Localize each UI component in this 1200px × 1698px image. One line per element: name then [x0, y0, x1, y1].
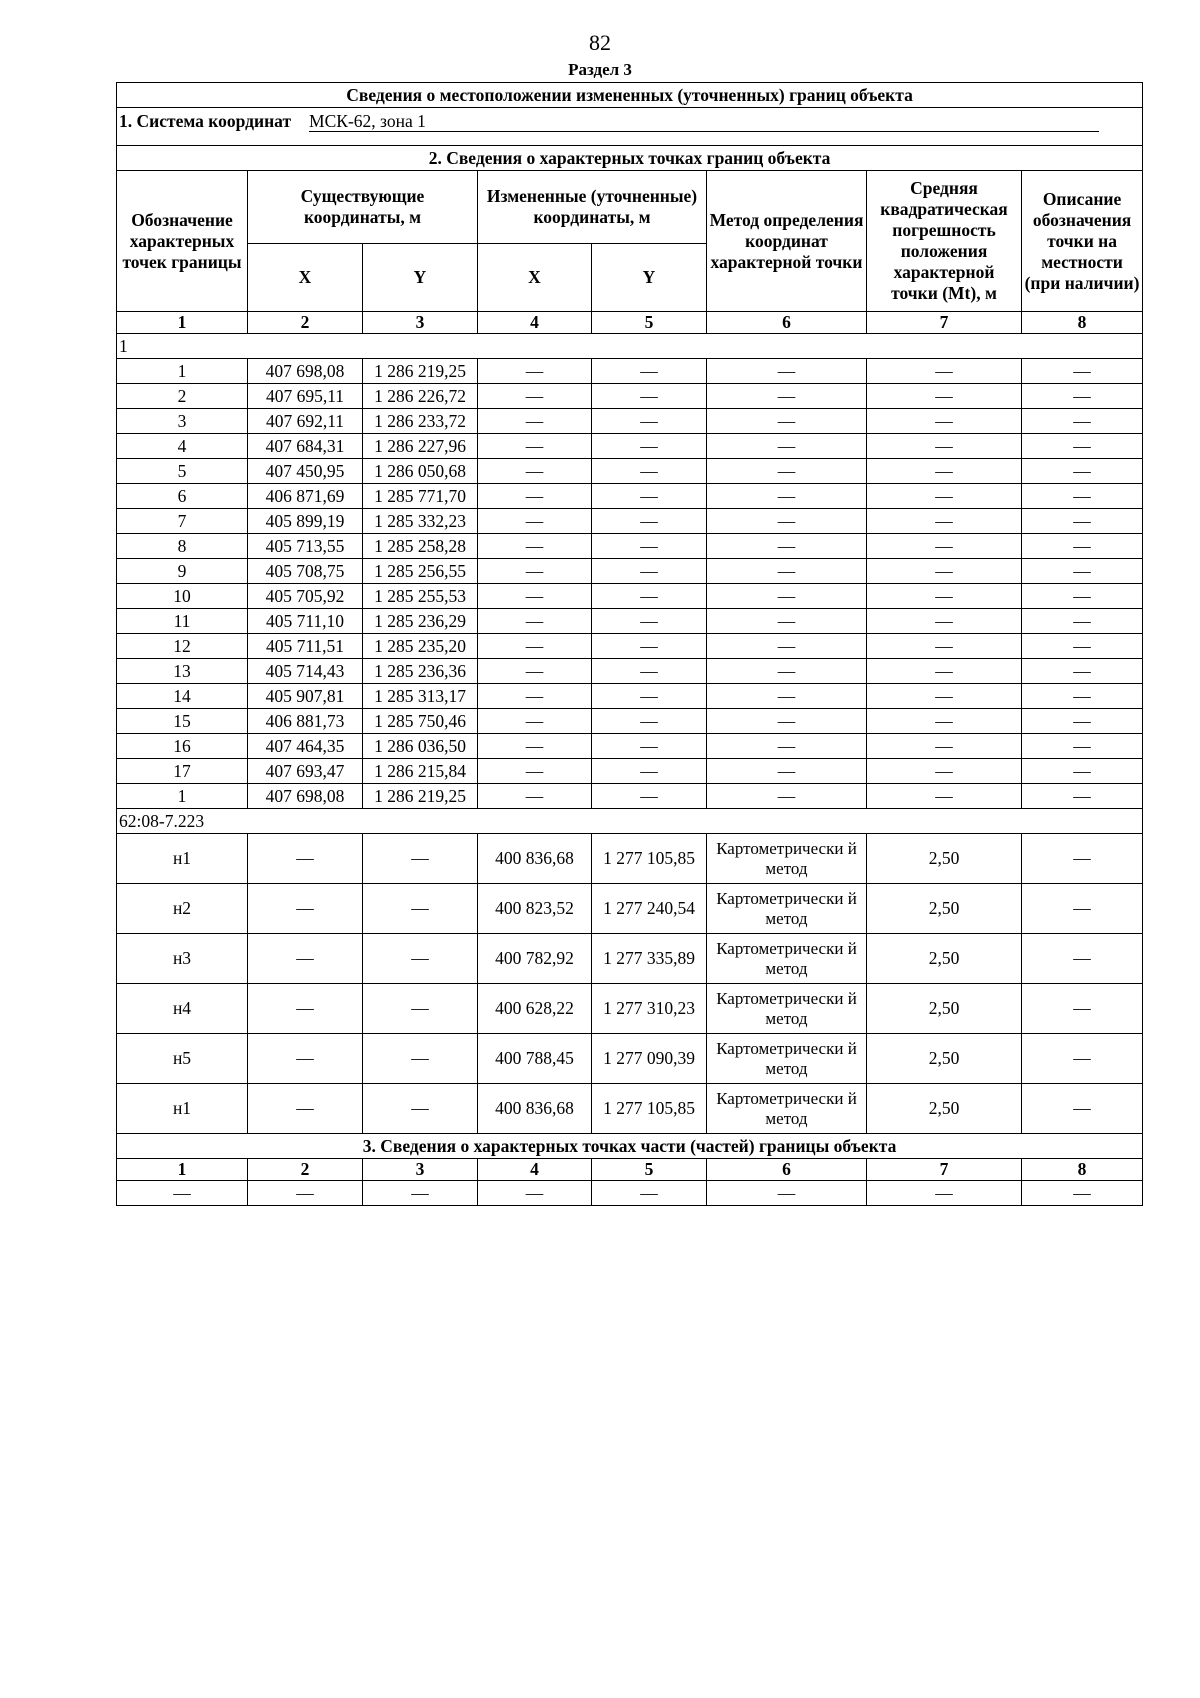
table-cell: —: [592, 609, 707, 634]
table-cell: —: [592, 459, 707, 484]
column-number: 5: [592, 1159, 707, 1181]
table-cell: 1 286 233,72: [363, 409, 478, 434]
table-cell: 405 907,81: [248, 684, 363, 709]
table-cell: —: [867, 509, 1022, 534]
table-cell: —: [1022, 659, 1143, 684]
column-number: 8: [1022, 1159, 1143, 1181]
table-cell: —: [478, 409, 592, 434]
coord-system-row: [117, 108, 1143, 146]
table-cell: 407 464,35: [248, 734, 363, 759]
table-cell: —: [1022, 509, 1143, 534]
table-cell: н2: [117, 884, 248, 934]
table-row: [117, 434, 1143, 459]
table-row: [117, 834, 1143, 884]
table-row: [117, 409, 1143, 434]
table-cell: —: [478, 534, 592, 559]
table-cell: —: [478, 784, 592, 809]
table-cell: 400 836,68: [478, 1084, 592, 1134]
header-changed-x: X: [478, 244, 592, 312]
table-cell: 2,50: [867, 884, 1022, 934]
table-cell: —: [707, 1181, 867, 1206]
table-cell: —: [867, 659, 1022, 684]
table-cell: —: [592, 434, 707, 459]
table-cell: —: [1022, 559, 1143, 584]
column-number: 7: [867, 312, 1022, 334]
table-cell: —: [707, 734, 867, 759]
table-cell: —: [478, 509, 592, 534]
table-cell: —: [707, 534, 867, 559]
table-cell: —: [707, 784, 867, 809]
table-cell: 1 285 236,29: [363, 609, 478, 634]
table-row: [117, 709, 1143, 734]
table-cell: —: [867, 634, 1022, 659]
table-row: [117, 484, 1143, 509]
table-cell: н4: [117, 984, 248, 1034]
column-numbers-row: [117, 312, 1143, 334]
table-cell: —: [478, 759, 592, 784]
table-cell: 2,50: [867, 934, 1022, 984]
table-cell: —: [867, 1181, 1022, 1206]
boundary-table: [116, 82, 1143, 1206]
part3-row: [117, 1181, 1143, 1206]
table-cell: 405 708,75: [248, 559, 363, 584]
table-cell: 1 285 236,36: [363, 659, 478, 684]
table-cell: 1 286 036,50: [363, 734, 478, 759]
table-row: [117, 459, 1143, 484]
table-cell: 1 277 335,89: [592, 934, 707, 984]
table-cell: 406 871,69: [248, 484, 363, 509]
table-cell: —: [478, 559, 592, 584]
table-cell: —: [1022, 634, 1143, 659]
table-cell: 407 698,08: [248, 359, 363, 384]
table-cell: —: [592, 734, 707, 759]
table-cell: 1 285 313,17: [363, 684, 478, 709]
table-cell: —: [592, 784, 707, 809]
table-cell: —: [707, 359, 867, 384]
table-cell: —: [1022, 534, 1143, 559]
header-existing-y: Y: [363, 244, 478, 312]
part3-title: 3. Сведения о характерных точках части (частей) границы объекта: [117, 1134, 1143, 1159]
table-cell: —: [1022, 1084, 1143, 1134]
table-cell: —: [867, 684, 1022, 709]
table-cell: —: [478, 484, 592, 509]
table-cell: 407 698,08: [248, 784, 363, 809]
table-row: [117, 384, 1143, 409]
table-cell: —: [248, 884, 363, 934]
table-cell: —: [1022, 1181, 1143, 1206]
table-cell: —: [478, 709, 592, 734]
table-cell: —: [707, 434, 867, 459]
table-cell: —: [592, 359, 707, 384]
table-cell: 1: [117, 784, 248, 809]
table-cell: —: [478, 684, 592, 709]
column-number: 2: [248, 1159, 363, 1181]
header-method: Метод определения координат характерной точки: [707, 171, 867, 312]
table-cell: —: [248, 834, 363, 884]
table-cell: —: [707, 584, 867, 609]
table-cell: 400 782,92: [478, 934, 592, 984]
table-cell: 1 285 235,20: [363, 634, 478, 659]
table-cell: 2,50: [867, 1034, 1022, 1084]
table-cell: —: [478, 584, 592, 609]
table-cell: —: [1022, 884, 1143, 934]
table-cell: —: [592, 384, 707, 409]
table-cell: 405 711,51: [248, 634, 363, 659]
table-cell: 405 713,55: [248, 534, 363, 559]
table-cell: 1 277 105,85: [592, 1084, 707, 1134]
table-cell: 407 450,95: [248, 459, 363, 484]
table-cell: —: [592, 634, 707, 659]
table-cell: —: [117, 1181, 248, 1206]
table-cell: 1 285 255,53: [363, 584, 478, 609]
header-error: Средняя квадратическая погрешность положения характерной точки (Mt), м: [867, 171, 1022, 312]
table-cell: —: [248, 934, 363, 984]
table-cell: —: [707, 484, 867, 509]
column-number: 5: [592, 312, 707, 334]
table-row: [117, 784, 1143, 809]
table-cell: —: [1022, 709, 1143, 734]
column-number: 4: [478, 312, 592, 334]
table-cell: —: [707, 759, 867, 784]
table-row: [117, 559, 1143, 584]
table-cell: 1 277 240,54: [592, 884, 707, 934]
table-cell: —: [363, 1034, 478, 1084]
table-cell: —: [707, 409, 867, 434]
table-cell: —: [867, 459, 1022, 484]
table-cell: 2,50: [867, 984, 1022, 1034]
table-cell: —: [592, 684, 707, 709]
table-cell: —: [248, 1084, 363, 1134]
table-cell: 405 714,43: [248, 659, 363, 684]
table-cell: 1 285 258,28: [363, 534, 478, 559]
table-cell: —: [478, 434, 592, 459]
table-cell: —: [707, 634, 867, 659]
table-cell: 2,50: [867, 834, 1022, 884]
table-cell: 4: [117, 434, 248, 459]
table-cell: —: [867, 359, 1022, 384]
table-cell: —: [867, 709, 1022, 734]
coord-system-label: 1. Система координат: [119, 111, 292, 131]
table-cell: —: [1022, 434, 1143, 459]
table-cell: 8: [117, 534, 248, 559]
table-cell: —: [707, 509, 867, 534]
table-row: [117, 534, 1143, 559]
table-cell: 1 277 310,23: [592, 984, 707, 1034]
table-cell: —: [867, 784, 1022, 809]
column-number: 3: [363, 1159, 478, 1181]
table-cell: н5: [117, 1034, 248, 1084]
table-cell: —: [592, 409, 707, 434]
page-number: 82: [589, 30, 611, 55]
table-cell: 405 899,19: [248, 509, 363, 534]
table-row: [117, 684, 1143, 709]
column-number: 6: [707, 1159, 867, 1181]
column-number: 2: [248, 312, 363, 334]
table-row: [117, 884, 1143, 934]
table-cell: 2,50: [867, 1084, 1022, 1134]
method-cell: Картометрически й метод: [707, 834, 867, 884]
table-cell: —: [592, 659, 707, 684]
table-cell: —: [592, 534, 707, 559]
table-row: [117, 609, 1143, 634]
table-cell: —: [592, 1181, 707, 1206]
table-cell: —: [867, 559, 1022, 584]
table-cell: —: [478, 659, 592, 684]
table-cell: 7: [117, 509, 248, 534]
table-cell: н1: [117, 1084, 248, 1134]
table-cell: 1: [117, 359, 248, 384]
table-cell: 1 286 050,68: [363, 459, 478, 484]
column-number: 8: [1022, 312, 1143, 334]
column-number: 1: [117, 1159, 248, 1181]
table-cell: 406 881,73: [248, 709, 363, 734]
section-heading: Раздел 3: [568, 60, 632, 79]
table-row: [117, 1034, 1143, 1084]
table-cell: 407 692,11: [248, 409, 363, 434]
header-changed-y: Y: [592, 244, 707, 312]
header-existing-coords: Существующие координаты, м: [248, 171, 478, 244]
table-cell: 16: [117, 734, 248, 759]
table-cell: н3: [117, 934, 248, 984]
header-existing-x: X: [248, 244, 363, 312]
coord-system-value: МСК-62, зона 1: [309, 112, 1099, 132]
column-number: 7: [867, 1159, 1022, 1181]
table-cell: —: [363, 884, 478, 934]
table-cell: —: [363, 1181, 478, 1206]
table-cell: н1: [117, 834, 248, 884]
table-cell: —: [1022, 384, 1143, 409]
table-cell: 1 285 750,46: [363, 709, 478, 734]
table-cell: 1 286 227,96: [363, 434, 478, 459]
table-cell: 9: [117, 559, 248, 584]
header-description: Описание обозначения точки на местности (при наличии): [1022, 171, 1143, 312]
table-cell: 6: [117, 484, 248, 509]
column-number: 1: [117, 312, 248, 334]
table-cell: —: [1022, 734, 1143, 759]
table-cell: 5: [117, 459, 248, 484]
table-cell: —: [1022, 584, 1143, 609]
table-cell: —: [1022, 834, 1143, 884]
table-cell: —: [592, 759, 707, 784]
table-cell: —: [867, 434, 1022, 459]
table-row: [117, 359, 1143, 384]
table-cell: —: [478, 459, 592, 484]
table-cell: —: [867, 484, 1022, 509]
table-row: [117, 584, 1143, 609]
table-cell: —: [1022, 459, 1143, 484]
group2-label: 62:08-7.223: [117, 809, 1143, 834]
table-cell: —: [592, 509, 707, 534]
method-cell: Картометрически й метод: [707, 1084, 867, 1134]
group1-label: 1: [117, 334, 1143, 359]
table-cell: 407 684,31: [248, 434, 363, 459]
table-cell: 11: [117, 609, 248, 634]
table-cell: 400 836,68: [478, 834, 592, 884]
table-row: [117, 509, 1143, 534]
table-cell: 1 285 771,70: [363, 484, 478, 509]
table-cell: 1 285 256,55: [363, 559, 478, 584]
method-cell: Картометрически й метод: [707, 934, 867, 984]
header-changed-coords: Измененные (уточненные) координаты, м: [478, 171, 707, 244]
table-cell: —: [1022, 1034, 1143, 1084]
table-row: [117, 634, 1143, 659]
table-cell: —: [867, 759, 1022, 784]
table-row: [117, 1084, 1143, 1134]
table-cell: —: [707, 459, 867, 484]
table-cell: —: [363, 934, 478, 984]
table-cell: 1 286 219,25: [363, 359, 478, 384]
table-cell: —: [707, 684, 867, 709]
table-cell: 405 705,92: [248, 584, 363, 609]
table-cell: —: [363, 984, 478, 1034]
table-cell: 1 277 105,85: [592, 834, 707, 884]
table-cell: 14: [117, 684, 248, 709]
table-cell: 1 286 219,25: [363, 784, 478, 809]
table-cell: —: [867, 734, 1022, 759]
table-cell: —: [592, 559, 707, 584]
method-cell: Картометрически й метод: [707, 1034, 867, 1084]
column-number: 4: [478, 1159, 592, 1181]
table-cell: —: [592, 709, 707, 734]
table-row: [117, 934, 1143, 984]
method-cell: Картометрически й метод: [707, 984, 867, 1034]
column-number: 3: [363, 312, 478, 334]
table-cell: 10: [117, 584, 248, 609]
table-cell: —: [248, 1181, 363, 1206]
table-cell: —: [1022, 409, 1143, 434]
table-cell: —: [478, 609, 592, 634]
table-cell: 1 285 332,23: [363, 509, 478, 534]
table-cell: 15: [117, 709, 248, 734]
table-cell: 400 788,45: [478, 1034, 592, 1084]
table-cell: 12: [117, 634, 248, 659]
table-cell: 405 711,10: [248, 609, 363, 634]
table-cell: —: [867, 584, 1022, 609]
table-cell: —: [1022, 784, 1143, 809]
table-cell: —: [707, 384, 867, 409]
table-cell: —: [478, 634, 592, 659]
table-cell: —: [363, 1084, 478, 1134]
table-cell: —: [248, 984, 363, 1034]
table-title: Сведения о местоположении измененных (уточненных) границ объекта: [117, 83, 1143, 108]
table-cell: 17: [117, 759, 248, 784]
table-cell: 1 286 215,84: [363, 759, 478, 784]
table-cell: 407 693,47: [248, 759, 363, 784]
table-cell: —: [867, 534, 1022, 559]
table-cell: —: [478, 1181, 592, 1206]
table-cell: —: [1022, 759, 1143, 784]
table-row: [117, 759, 1143, 784]
table-cell: —: [1022, 684, 1143, 709]
table-cell: —: [867, 409, 1022, 434]
table-row: [117, 734, 1143, 759]
table-cell: —: [707, 559, 867, 584]
table-cell: —: [1022, 934, 1143, 984]
table-cell: —: [1022, 609, 1143, 634]
part2-title: 2. Сведения о характерных точках границ объекта: [117, 146, 1143, 171]
table-cell: 1 277 090,39: [592, 1034, 707, 1084]
table-cell: 407 695,11: [248, 384, 363, 409]
table-cell: —: [592, 584, 707, 609]
table-cell: —: [478, 359, 592, 384]
table-cell: 3: [117, 409, 248, 434]
table-cell: 2: [117, 384, 248, 409]
method-cell: Картометрически й метод: [707, 884, 867, 934]
table-cell: —: [1022, 484, 1143, 509]
table-cell: —: [592, 484, 707, 509]
table-row: [117, 659, 1143, 684]
table-cell: —: [363, 834, 478, 884]
table-cell: 1 286 226,72: [363, 384, 478, 409]
table-cell: —: [478, 384, 592, 409]
table-cell: —: [707, 659, 867, 684]
table-cell: —: [707, 709, 867, 734]
header-point-designation: Обозначение характерных точек границы: [117, 171, 248, 312]
part3-numbers-row: [117, 1159, 1143, 1181]
table-cell: —: [1022, 359, 1143, 384]
table-cell: —: [707, 609, 867, 634]
table-cell: —: [867, 609, 1022, 634]
table-cell: 400 823,52: [478, 884, 592, 934]
column-number: 6: [707, 312, 867, 334]
table-row: [117, 984, 1143, 1034]
table-cell: —: [1022, 984, 1143, 1034]
table-cell: 13: [117, 659, 248, 684]
table-cell: —: [867, 384, 1022, 409]
table-cell: —: [248, 1034, 363, 1084]
table-cell: 400 628,22: [478, 984, 592, 1034]
table-cell: —: [478, 734, 592, 759]
